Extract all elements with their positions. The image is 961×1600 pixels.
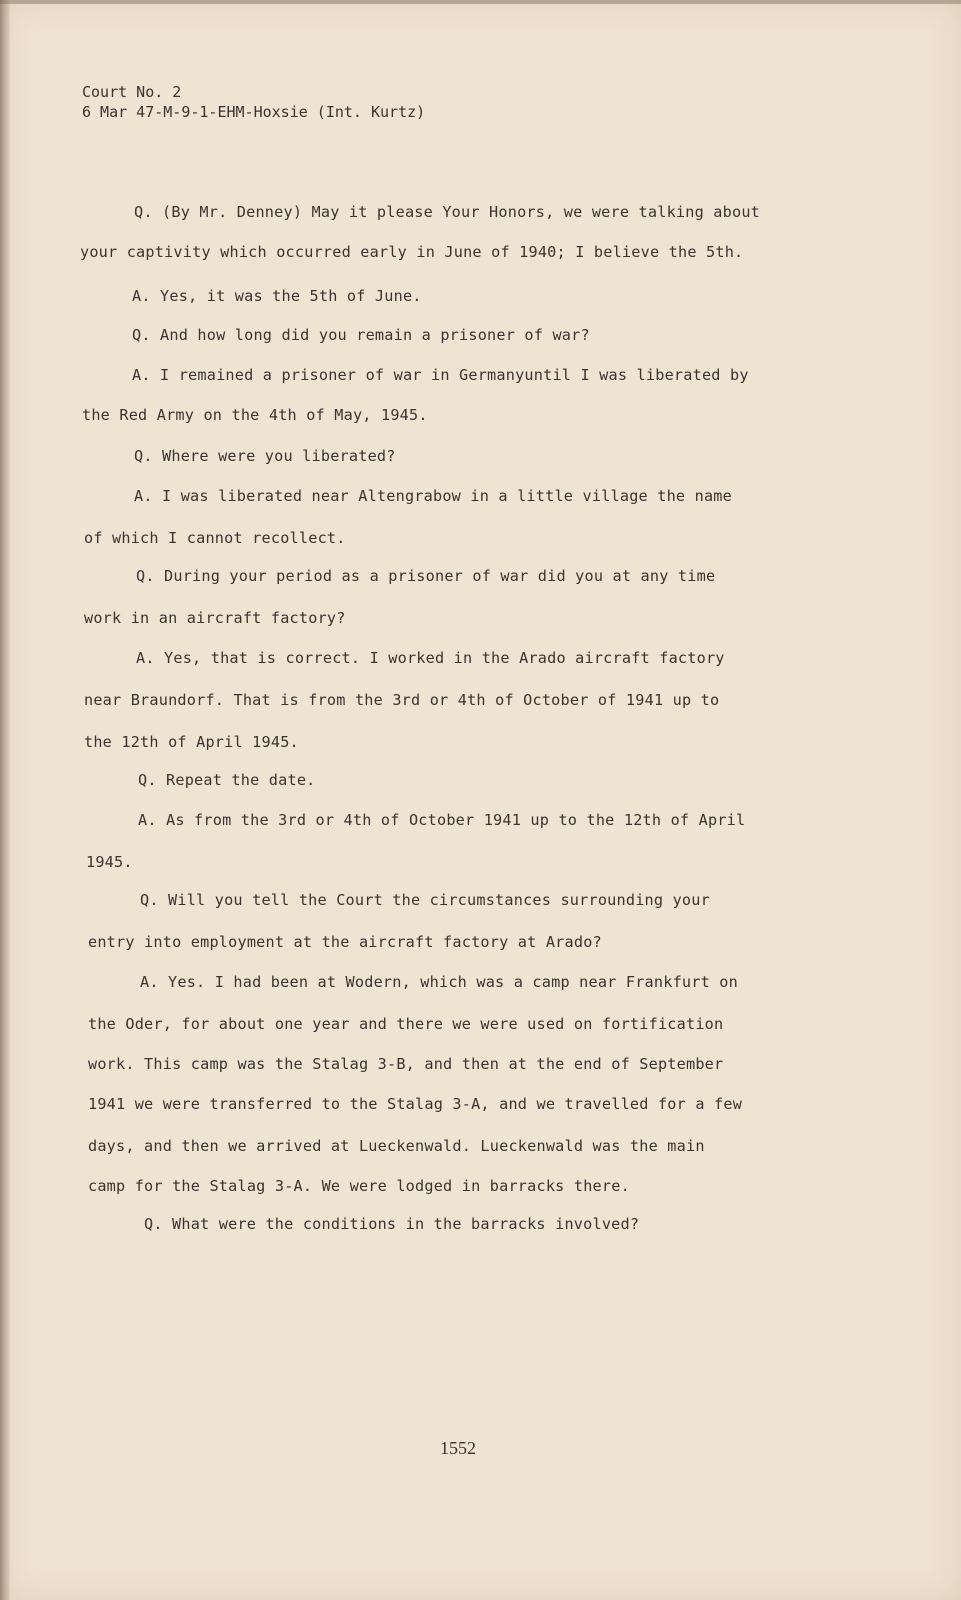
transcript-line: the Oder, for about one year and there we were used on fortification bbox=[88, 1015, 724, 1033]
transcript-line: 1941 we were transferred to the Stalag 3-A, and we travelled for a few bbox=[88, 1095, 743, 1113]
transcript-line: Q. Repeat the date. bbox=[138, 771, 316, 789]
transcript-line: A. Yes, it was the 5th of June. bbox=[132, 287, 422, 305]
transcript-line: work. This camp was the Stalag 3-B, and then at the end of September bbox=[88, 1055, 724, 1073]
page-edge-shadow bbox=[0, 0, 10, 1600]
transcript-line: A. Yes, that is correct. I worked in the Arado aircraft factory bbox=[136, 649, 725, 667]
transcript-line: entry into employment at the aircraft factory at Arado? bbox=[88, 933, 602, 951]
page-number: 1552 bbox=[440, 1438, 476, 1458]
transcript-line: A. I was liberated near Altengrabow in a little village the name bbox=[134, 487, 732, 505]
transcript-line: Q. Will you tell the Court the circumstances surrounding your bbox=[140, 891, 710, 909]
transcript-line: A. Yes. I had been at Wodern, which was a camp near Frankfurt on bbox=[140, 973, 738, 991]
transcript-line: A. I remained a prisoner of war in Germanyuntil I was liberated by bbox=[132, 366, 749, 384]
transcript-line: work in an aircraft factory? bbox=[84, 609, 346, 627]
transcript-line: days, and then we arrived at Lueckenwald. Lueckenwald was the main bbox=[88, 1137, 705, 1155]
transcript-line: your captivity which occurred early in June of 1940; I believe the 5th. bbox=[80, 243, 744, 261]
transcript-line: Q. Where were you liberated? bbox=[134, 447, 396, 465]
transcript-line: camp for the Stalag 3-A. We were lodged in barracks there. bbox=[88, 1177, 630, 1195]
transcript-line: of which I cannot recollect. bbox=[84, 529, 346, 547]
transcript-line: A. As from the 3rd or 4th of October 1941 up to the 12th of April bbox=[138, 811, 746, 829]
transcript-line: the Red Army on the 4th of May, 1945. bbox=[82, 406, 428, 424]
court-number: Court No. 2 bbox=[82, 83, 182, 101]
case-reference: 6 Mar 47-M-9-1-EHM-Hoxsie (Int. Kurtz) bbox=[82, 103, 426, 121]
transcript-line: the 12th of April 1945. bbox=[84, 733, 299, 751]
transcript-line: near Braundorf. That is from the 3rd or 4th of October of 1941 up to bbox=[84, 691, 720, 709]
page-top-edge bbox=[0, 0, 961, 4]
transcript-line: Q. During your period as a prisoner of war did you at any time bbox=[136, 567, 716, 585]
transcript-line: Q. (By Mr. Denney) May it please Your Honors, we were talking about bbox=[134, 203, 761, 221]
transcript-line: Q. What were the conditions in the barracks involved? bbox=[144, 1215, 640, 1233]
transcript-line: 1945. bbox=[86, 853, 133, 871]
transcript-line: Q. And how long did you remain a prisoner of war? bbox=[132, 326, 590, 344]
